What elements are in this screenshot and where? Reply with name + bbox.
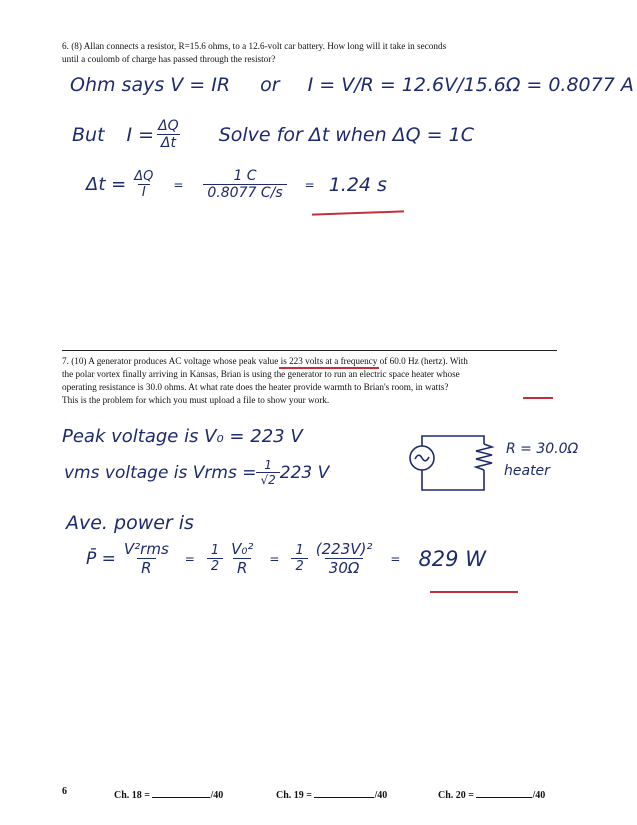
ch19-label: Ch. 19 = [276, 790, 312, 801]
problem-6-line-1: 6. (8) Allan connects a resistor, R=15.6 ohms, to a 12.6-volt car battery. How long will it take in seconds [62, 41, 447, 51]
p7-peak-line: Peak voltage is V₀ = 223 V [62, 426, 303, 447]
circuit-heater-label: heater [504, 463, 550, 479]
p6-dt: Δt [157, 134, 180, 151]
p6-dq: ΔQ [158, 118, 179, 134]
p7-power-line [86, 540, 486, 577]
p6-but-line [72, 118, 474, 151]
p7-half1-den: 2 [207, 558, 223, 574]
problem-7-line-1: 7. (10) A generator produces AC voltage whose peak value is 223 volts at a frequency of 60.0 Hz (hertz). With [62, 356, 468, 366]
p6-but: But [72, 123, 105, 146]
problem-7-line-3: operating resistance is 30.0 ohms. At what rate does the heater provide warmth to Brian's room, in watts? [62, 382, 449, 392]
p6-dt-eq: Δt = [86, 174, 127, 195]
ch20-score [438, 786, 545, 801]
circuit-resistance: R = 30.0Ω [506, 441, 579, 457]
p7-watts-underline [523, 397, 553, 399]
p6-i-eq: I = [126, 123, 155, 146]
p6-1c: 1 C [233, 168, 257, 184]
p7-eq1: = [184, 551, 195, 566]
p6-eq-b: = [304, 177, 315, 192]
problem-6-text [62, 40, 582, 66]
p7-half-1 [207, 543, 223, 574]
p6-dq-dt-fraction [154, 118, 183, 151]
page-number: 6 [62, 786, 67, 797]
problem-6-line-2: until a coulomb of charge has passed through the resistor? [62, 54, 276, 64]
p6-answer-underline [312, 210, 404, 215]
p7-vrms2-over-r [120, 540, 173, 577]
ch19-total: /40 [374, 790, 388, 801]
p7-half1-num: 1 [210, 543, 220, 558]
p7-ave-power: Ave. power is [66, 512, 194, 534]
p7-answer-underline [430, 591, 518, 593]
ch18-label: Ch. 18 = [114, 790, 150, 801]
ch19-blank[interactable] [314, 786, 374, 798]
p6-answer: 1.24 s [328, 173, 387, 196]
p7-rms-line [64, 458, 329, 487]
ch20-blank[interactable] [476, 786, 532, 798]
p7-30ohm: 30Ω [325, 558, 364, 577]
p7-eq3: = [390, 551, 401, 566]
p7-223v-squared: (223V)² [315, 540, 373, 558]
p6-eq-a: = [173, 177, 184, 192]
p6-or: or [260, 74, 280, 96]
ch20-total: /40 [532, 790, 546, 801]
problem-7-text [62, 355, 567, 407]
p7-v02-over-r [227, 540, 257, 577]
p7-pbar: P̄ = [86, 548, 116, 569]
p6-0807: 0.8077 C/s [203, 184, 286, 201]
ch18-total: /40 [210, 790, 224, 801]
p6-dt-line [86, 168, 387, 201]
p6-dq2: ΔQ [134, 169, 154, 184]
p7-peak-underline [279, 367, 379, 369]
p7-half2-den: 2 [291, 558, 307, 574]
p6-ohm-says: Ohm says V = IR [70, 74, 231, 96]
p7-answer: 829 W [418, 546, 486, 571]
problem-7-line-4: This is the problem for which you must upload a file to show your work. [62, 395, 330, 405]
p7-rms-text: vms voltage is Vrms = [64, 462, 257, 483]
p7-eq2: = [269, 551, 280, 566]
p7-vrms2: V²rms [123, 540, 169, 558]
p6-ohm-line [70, 74, 634, 96]
p7-values-fraction [312, 540, 377, 577]
p6-current-calc: I = V/R = 12.6V/15.6Ω = 0.8077 A [307, 74, 634, 96]
circuit-diagram [406, 430, 506, 498]
p6-dq-over-i [130, 169, 157, 200]
p7-r1: R [137, 558, 155, 577]
ch18-score [114, 786, 223, 801]
p6-i: I [138, 184, 150, 200]
ch18-blank[interactable] [152, 786, 210, 798]
p7-half2-num: 1 [295, 543, 304, 558]
ch20-label: Ch. 20 = [438, 790, 474, 801]
p7-v02: V₀² [231, 540, 254, 558]
p7-one: 1 [264, 458, 272, 472]
ch19-score [276, 786, 387, 801]
p7-one-over-root2 [256, 458, 279, 487]
p7-half-2 [291, 543, 307, 574]
p7-223v: 223 V [279, 462, 330, 483]
p6-solve: Solve for Δt when ΔQ = 1C [218, 123, 474, 146]
p6-1c-over-i [203, 168, 286, 201]
p7-r2: R [233, 558, 251, 577]
p7-root2: √2 [256, 472, 279, 487]
problem-divider [62, 350, 557, 351]
problem-7-line-2: the polar vortex finally arriving in Kansas, Brian is using the generator to run an electric space heater whose [62, 369, 460, 379]
